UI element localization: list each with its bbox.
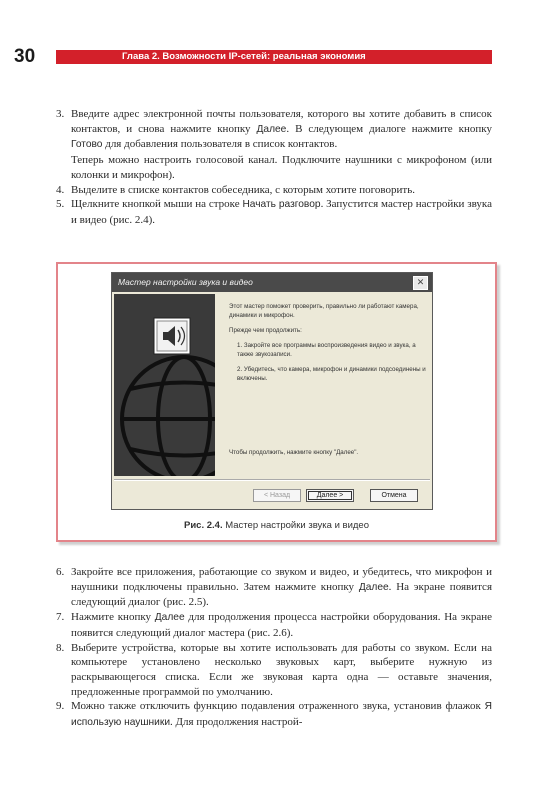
step-body [71, 641, 492, 700]
step-paragraph [71, 610, 492, 640]
step-item [56, 197, 492, 227]
ui-term: Я использую наушники [71, 701, 492, 729]
ui-term: Готово [71, 139, 103, 151]
back-button[interactable]: < Назад [253, 489, 301, 502]
step-item [56, 565, 492, 610]
dialog-item-2: 2. Убедитесь, что камера, микрофон и динамики подсоединены и включены. [237, 366, 426, 382]
step-number: 8. [56, 641, 65, 654]
close-button[interactable]: ✕ [413, 276, 428, 290]
dialog-continue-hint: Чтобы продолжить, нажмите кнопку "Далее". [229, 449, 359, 456]
step-list-bottom [56, 565, 492, 731]
figure-caption-label: Рис. 2.4. [184, 520, 223, 531]
globe-illustration [114, 294, 215, 476]
step-paragraph [71, 699, 492, 730]
figure-caption-text: Мастер настройки звука и видео [222, 520, 369, 531]
text-run: Щелкните кнопкой мыши на строке [71, 198, 243, 211]
step-item [56, 699, 492, 730]
text-run: Выберите устройства, которые вы хотите использовать для работы со звуком. Если на компьютере установлено несколько звуковых карт, выберите нужную из раскрывающегося списка. Если же звуковая карта одна — оставьте значения, предложенные программой по умолчанию. [71, 641, 492, 698]
step-paragraph [71, 565, 492, 610]
step-number: 7. [56, 611, 65, 624]
text-run: для добавления пользователя в список контактов. [102, 138, 338, 151]
figure-caption [56, 520, 497, 531]
text-run: . На экране появится следующий диалог (рис. 2.5). [71, 580, 493, 609]
ui-term: Далее [256, 123, 287, 135]
step-item [56, 610, 492, 640]
dialog-intro: Этот мастер поможет проверить, правильно ли работают камера, динамики и микрофон. [229, 303, 419, 319]
dialog-title: Мастер настройки звука и видео [118, 277, 253, 287]
dialog-before-label: Прежде чем продолжить: [229, 327, 302, 334]
step-body [71, 699, 492, 730]
step-number: 5. [56, 198, 65, 211]
text-run: Закройте все приложения, работающие со звуком и видео, и убедитесь, что микрофон и наушники подключены правильно. Затем нажмите кнопку [71, 566, 492, 593]
ui-term: Далее [154, 612, 185, 624]
wizard-sidebar [114, 294, 215, 476]
step-body [71, 107, 492, 183]
text-run: Можно также отключить функцию подавления отраженного звука, установив флажок [71, 700, 485, 713]
step-number: 9. [56, 700, 65, 713]
dialog-body [229, 302, 429, 389]
step-paragraph [71, 107, 492, 153]
step-paragraph [71, 641, 492, 700]
text-run: для продолжения процесса настройки оборудования. На экране появится следующий диалог мастера (рис. 2.6). [71, 611, 492, 639]
step-body [71, 183, 492, 198]
step-item [56, 107, 492, 183]
text-run: . В следующем диалоге нажмите кнопку [286, 122, 492, 135]
step-number: 4. [56, 183, 65, 196]
chapter-header: Глава 2. Возможности IP-сетей: реальная экономия [56, 50, 492, 64]
step-number: 3. [56, 108, 65, 120]
step-body [71, 610, 492, 640]
text-run: . Для продолжения настрой- [170, 716, 303, 729]
ui-term: Далее [358, 581, 389, 593]
step-item [56, 183, 492, 198]
dialog-item-1: 1. Закройте все программы воспроизведения видео и звука, а также звукозаписи. [237, 342, 416, 358]
next-button[interactable]: Далее > [306, 489, 354, 502]
wizard-dialog [111, 272, 433, 510]
speaker-icon [154, 318, 190, 354]
dialog-titlebar [112, 273, 432, 292]
text-run: Введите адрес электронной почты пользователя, которого вы хотите добавить в список контактов, и снова нажмите кнопку [71, 108, 492, 135]
text-run: Теперь можно настроить голосовой канал. Подключите наушники с микрофоном (или колонки и микрофон). [71, 154, 492, 181]
step-body [71, 197, 492, 227]
step-paragraph [71, 197, 492, 227]
cancel-button[interactable]: Отмена [370, 489, 418, 502]
step-paragraph [71, 183, 492, 198]
dialog-divider [114, 479, 430, 481]
step-paragraph [71, 153, 492, 182]
text-run: . Запустится мастер настройки звука и видео (рис. 2.4). [71, 198, 492, 226]
step-list-top [56, 107, 492, 228]
ui-term: Начать разговор [242, 199, 321, 211]
text-run: Нажмите кнопку [71, 611, 155, 624]
step-body [71, 565, 492, 610]
step-item [56, 641, 492, 700]
page-number: 30 [14, 46, 36, 67]
step-number: 6. [56, 566, 65, 578]
text-run: Выделите в списке контактов собеседника, с которым хотите поговорить. [71, 183, 415, 196]
